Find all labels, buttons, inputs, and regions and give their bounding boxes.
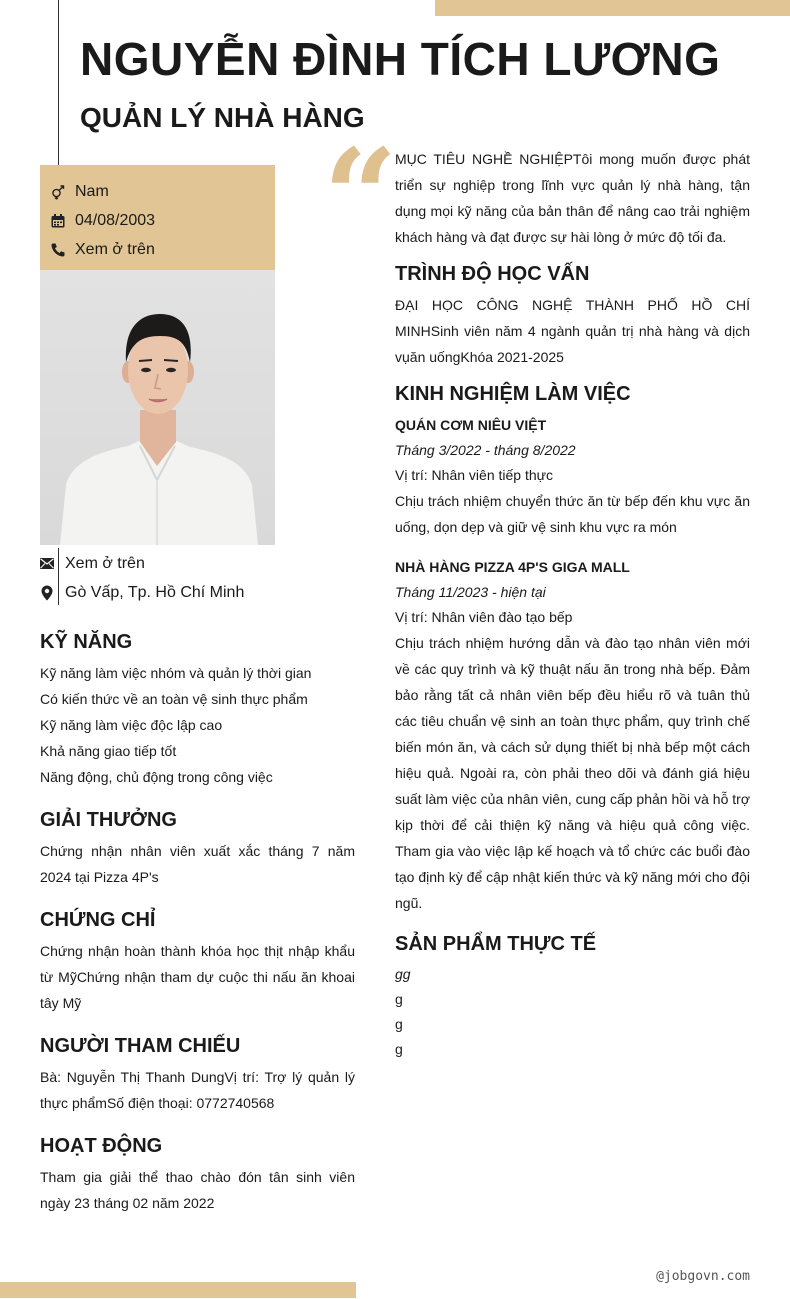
job-description: Chịu trách nhiệm hướng dẫn và đào tạo nhân viên mới về các quy trình và kỹ thuật nấu ăn trong nhà bếp. Đảm bảo rằng tất cả nhân viên bếp đều hiểu rõ và tuân thủ các tiêu chuẩn vệ sinh an toàn thực phẩm, quy trình chế biến món ăn, và cách sử dụng thiết bị nhà bếp một cách hiệu quả. Ngoài ra, còn phải theo dõi và đánh giá hiệu suất làm việc của nhân viên, cung cấp phản hồi và hỗ trợ kịp thời để cải thiện kỹ năng và hiệu quả công việc. Tham gia vào việc lập kế hoạch và tổ chức các buổi đào tạo định kỳ để cập nhật kiến thức và kỹ năng mới cho đội ngũ. (395, 635, 750, 911)
email-row (40, 549, 360, 578)
skill-item: Có kiến thức về an toàn vệ sinh thực phẩm (40, 691, 308, 707)
phone-icon (50, 242, 66, 258)
calendar-icon (50, 213, 66, 229)
product-line: g (395, 1016, 403, 1032)
job-title: QUẢN LÝ NHÀ HÀNG (80, 102, 365, 133)
birthdate-value: 04/08/2003 (75, 211, 156, 229)
job-company: QUÁN CƠM NIÊU VIỆT (395, 417, 547, 433)
job-entry (395, 412, 750, 540)
product-line: g (395, 991, 403, 1007)
job-entry (395, 554, 750, 916)
education-text: ĐẠI HỌC CÔNG NGHỆ THÀNH PHỐ HỒ CHÍ MINHSinh viên năm 4 ngành quản trị nhà hàng và dịch vụăn uốngKhóa 2021-2025 (395, 297, 750, 365)
awards-section (40, 806, 355, 890)
phone-value: Xem ở trên (75, 240, 155, 258)
activities-section (40, 1132, 355, 1216)
activities-title: HOẠT ĐỘNG (40, 1135, 163, 1157)
products-section (395, 930, 750, 1062)
certificates-title: CHỨNG CHỈ (40, 909, 156, 931)
email-value: Xem ở trên (65, 554, 145, 572)
experience-section (395, 380, 750, 916)
top-accent-bar (435, 0, 790, 16)
references-title: NGƯỜI THAM CHIẾU (40, 1035, 241, 1057)
skill-item: Khả năng giao tiếp tốt (40, 743, 177, 759)
skill-item: Kỹ năng làm việc nhóm và quản lý thời gian (40, 665, 312, 681)
location-pin-icon (40, 585, 54, 601)
address-row (40, 578, 360, 607)
contact-info (40, 549, 360, 607)
gender-row (40, 177, 275, 206)
product-line: g (395, 1041, 403, 1057)
gender-icon (50, 184, 66, 200)
quote-mark-icon: “ (323, 120, 398, 273)
personal-info-box (40, 165, 275, 270)
birthdate-row (40, 206, 275, 235)
job-position: Vị trí: Nhân viên đào tạo bếp (395, 609, 573, 625)
bottom-accent-bar (0, 1282, 356, 1298)
skill-item: Năng động, chủ động trong công việc (40, 769, 273, 785)
left-column (40, 628, 355, 1232)
skill-item: Kỹ năng làm việc độc lập cao (40, 717, 223, 733)
address-value: Gò Vấp, Tp. Hồ Chí Minh (65, 583, 245, 601)
products-title: SẢN PHẨM THỰC TẾ (395, 933, 597, 955)
awards-text: Chứng nhận nhân viên xuất xắc tháng 7 năm 2024 tại Pizza 4P's (40, 843, 355, 885)
header-divider-line (58, 0, 59, 165)
awards-title: GIẢI THƯỞNG (40, 809, 177, 831)
candidate-name: NGUYỄN ĐÌNH TÍCH LƯƠNG (80, 33, 721, 85)
skills-section (40, 628, 355, 790)
right-column (395, 146, 750, 1072)
objective-text: MỤC TIÊU NGHỀ NGHIỆPTôi mong muốn được phát triển sự nghiệp trong lĩnh vực quản lý nhà hàng, tận dụng mọi kỹ năng của bản thân để nâng cao trải nghiệm khách hàng và đạt được sự hài lòng ở mức độ tối đa. (395, 151, 750, 245)
objective-section (395, 146, 750, 250)
gender-value: Nam (75, 182, 109, 200)
job-period: Tháng 3/2022 - tháng 8/2022 (395, 442, 576, 458)
job-period: Tháng 11/2023 - hiện tại (395, 584, 546, 600)
watermark: @jobgovn.com (656, 1269, 750, 1284)
skills-title: KỸ NĂNG (40, 631, 133, 653)
job-company: NHÀ HÀNG PIZZA 4P'S GIGA MALL (395, 559, 630, 575)
certificates-text: Chứng nhận hoàn thành khóa học thịt nhập khẩu từ MỹChứng nhận tham dự cuộc thi nấu ăn khoai tây Mỹ (40, 943, 355, 1011)
phone-row (40, 235, 275, 264)
activities-text: Tham gia giải thể thao chào đón tân sinh viên ngày 23 tháng 02 năm 2022 (40, 1169, 355, 1211)
job-description: Chịu trách nhiệm chuyển thức ăn từ bếp đến khu vực ăn uống, dọn dẹp và giữ vệ sinh khu vực ra món (395, 493, 750, 535)
product-line: gg (395, 966, 411, 982)
skills-list (40, 660, 355, 790)
experience-title: KINH NGHIỆM LÀM VIỆC (395, 383, 631, 405)
envelope-icon (40, 556, 54, 572)
references-section (40, 1032, 355, 1116)
profile-photo (40, 270, 275, 545)
references-text: Bà: Nguyễn Thị Thanh DungVị trí: Trợ lý quản lý thực phẩmSố điện thoại: 0772740568 (40, 1069, 355, 1111)
education-section (395, 260, 750, 370)
certificates-section (40, 906, 355, 1016)
job-position: Vị trí: Nhân viên tiếp thực (395, 467, 553, 483)
education-title: TRÌNH ĐỘ HỌC VẤN (395, 263, 590, 285)
